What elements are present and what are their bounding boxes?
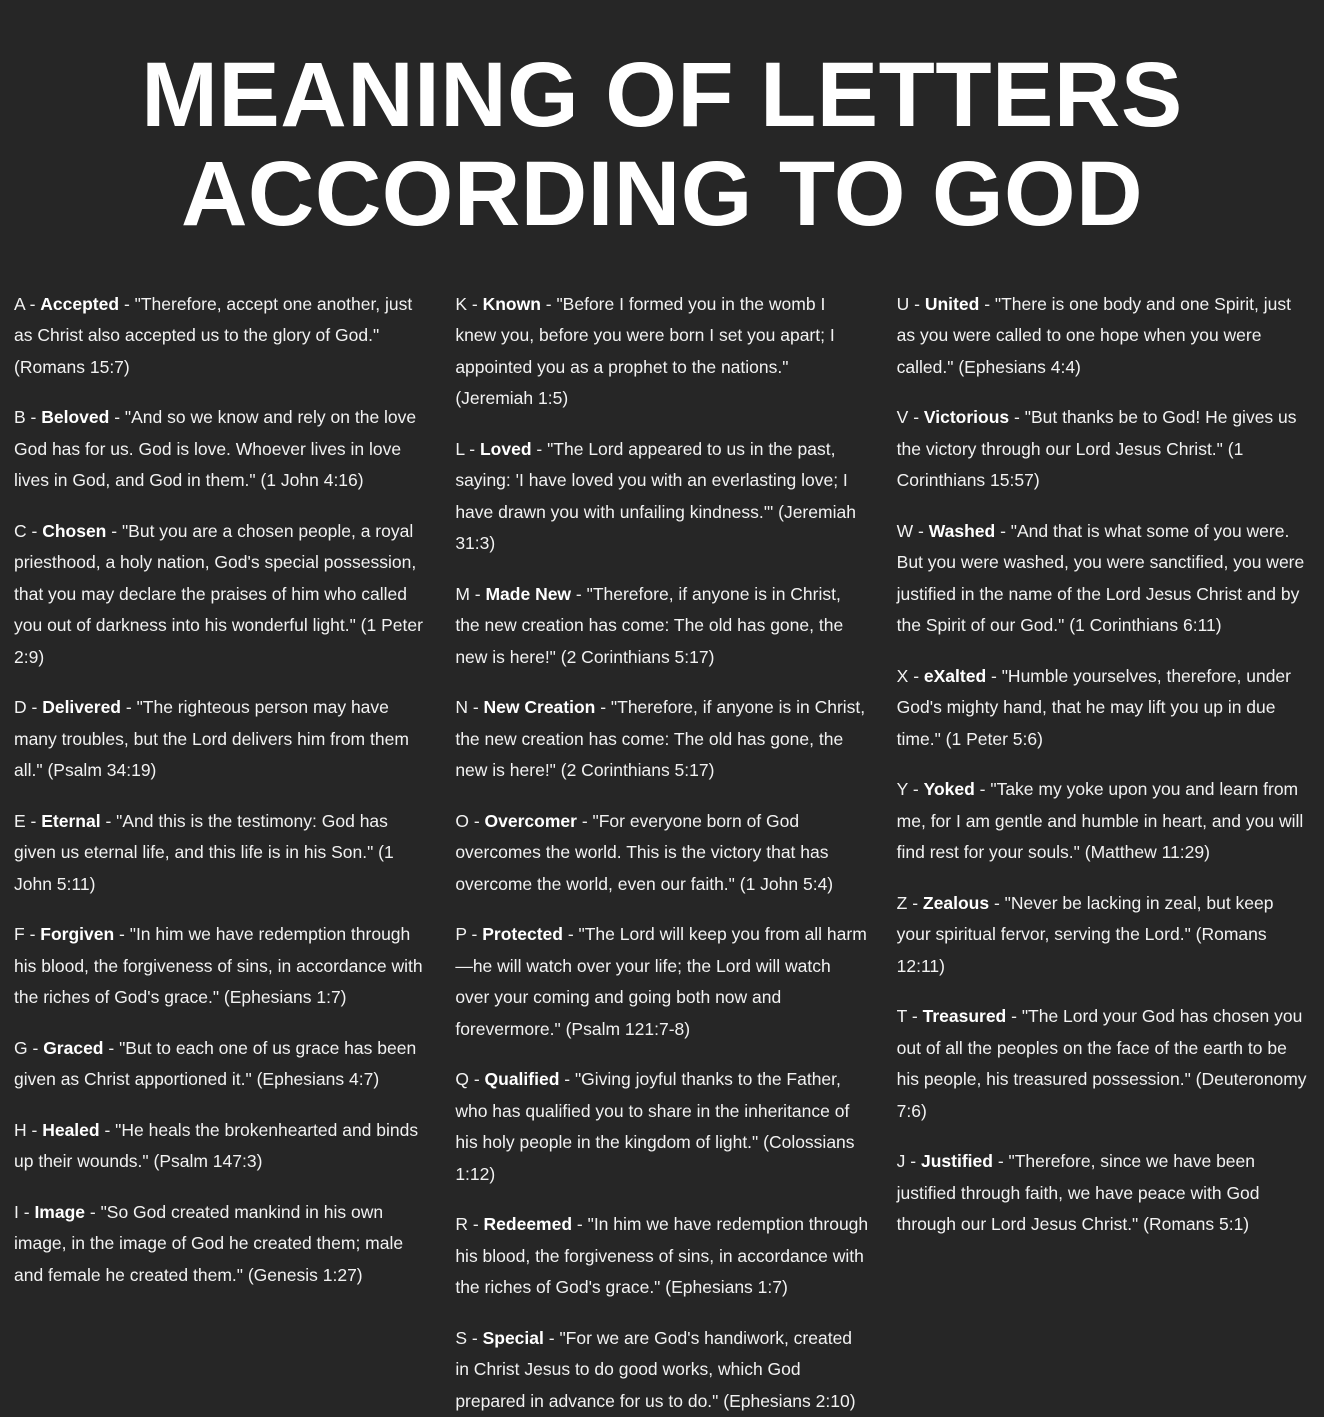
letter-entry: D - Delivered - "The righteous person may have many troubles, but the Lord delivers him from them all." (Psalm 34:19) <box>14 697 409 781</box>
letter-key: R <box>455 1214 468 1235</box>
letter-word: Forgiven <box>40 924 115 945</box>
letter-word: Protected <box>482 924 563 945</box>
letter-key: L <box>455 438 465 459</box>
letter-key: S <box>455 1327 468 1348</box>
letter-word: New Creation <box>483 697 596 718</box>
letter-entry: C - Chosen - "But you are a chosen people, a royal priesthood, a holy nation, God's special possession, that you may declare the praises of him who called you out of darkness into his wonderful light." (1 Peter 2:9) <box>14 520 423 667</box>
letter-entry: S - Special - "For we are God's handiwork, created in Christ Jesus to do good works, which God prepared in advance for us to do." (Ephesians 2:10) <box>455 1327 856 1411</box>
letter-column-3 <box>897 289 1310 1241</box>
letter-entry: A - Accepted - "Therefore, accept one another, just as Christ also accepted us to the glory of God." (Romans 15:7) <box>14 293 413 377</box>
letter-entry: P - Protected - "The Lord will keep you from all harm—he will watch over your life; the Lord will watch over your coming and going both now and forevermore." (Psalm 121:7-8) <box>455 924 867 1039</box>
letter-word: Beloved <box>41 407 110 428</box>
letter-verse: - "Therefore, if anyone is in Christ, the new creation has come: The old has gone, the new is here!" (2 Corinthians 5:17) <box>455 697 866 781</box>
letter-entry: E - Eternal - "And this is the testimony: God has given us eternal life, and this life is in his Son." (1 John 5:11) <box>14 810 394 894</box>
letter-verse: - "Therefore, if anyone is in Christ, the new creation has come: The old has gone, the new is here!" (2 Corinthians 5:17) <box>455 583 844 667</box>
letter-entry: W - Washed - "And that is what some of you were. But you were washed, you were sanctified, you were justified in the name of the Lord Jesus Christ and by the Spirit of our God." (1 Corinthians 6:11) <box>896 520 1305 636</box>
letter-word: Healed <box>42 1119 100 1140</box>
letter-entry: T - Treasured - "The Lord your God has chosen you out of all the peoples on the face of the earth to be his people, his treasured possession." (Deuteronomy 7:6) <box>896 1006 1307 1121</box>
letter-verse: - "For we are God's handiwork, created in Christ Jesus to do good works, which God prepared in advance for us to do." (Ephesians 2:10) <box>455 1327 856 1411</box>
letter-verse: - "For everyone born of God overcomes the world. This is the victory that has overcome the world, even our faith." (1 John 5:4) <box>455 810 834 894</box>
letter-entry: I - Image - "So God created mankind in his own image, in the image of God he created them; male and female he created them." (Genesis 1:27) <box>14 1201 404 1285</box>
letter-key: H <box>14 1119 27 1140</box>
letter-word: Made New <box>485 583 572 604</box>
letter-word: Washed <box>928 520 996 541</box>
letter-key: D <box>14 697 27 718</box>
letter-verse: - "But you are a chosen people, a royal priesthood, a holy nation, God's special possession, that you may declare the praises of him who called you out of darkness into his wonderful light." (1 Peter 2:9) <box>14 520 423 667</box>
letter-key: E <box>14 810 26 831</box>
letter-word: Special <box>482 1327 544 1348</box>
letter-key: F <box>14 924 25 945</box>
letter-verse: - "Take my yoke upon you and learn from me, for I am gentle and humble in heart, and you will find rest for your souls." (Matthew 11:29) <box>896 779 1304 863</box>
letter-key: X <box>896 665 909 686</box>
letter-verse: - "Before I formed you in the womb I knew you, before you were born I set you apart; I appointed you as a prophet to the nations." (Jeremiah 1:5) <box>455 293 835 409</box>
letter-key: C <box>14 520 27 541</box>
letter-entry: N - New Creation - "Therefore, if anyone is in Christ, the new creation has come: The old has gone, the new is here!" (2 Corinthians 5:17) <box>455 697 866 781</box>
letter-word: Overcomer <box>484 810 577 831</box>
letter-key: K <box>455 293 468 314</box>
letter-word: Accepted <box>40 293 120 314</box>
letter-verse: - "The Lord will keep you from all harm—he will watch over your life; the Lord will watch over your coming and going both now and forevermore." (Psalm 121:7-8) <box>455 924 867 1039</box>
letter-key: T <box>896 1006 908 1027</box>
letter-verse: - "So God created mankind in his own image, in the image of God he created them; male and female he created them." (Genesis 1:27) <box>14 1201 404 1285</box>
letter-word: Justified <box>920 1151 993 1172</box>
letter-verse: - "And so we know and rely on the love God has for us. God is love. Whoever lives in love lives in God, and God in them." (1 John 4:16) <box>14 407 417 491</box>
letter-verse: - "But thanks be to God! He gives us the victory through our Lord Jesus Christ." (1 Corinthians 15:57) <box>896 407 1297 491</box>
letter-entry: G - Graced - "But to each one of us grace has been given as Christ apportioned it." (Ephesians 4:7) <box>14 1037 417 1090</box>
letter-key: Q <box>455 1069 469 1090</box>
letter-entry: X - eXalted - "Humble yourselves, therefore, under God's mighty hand, that he may lift you up in due time." (1 Peter 5:6) <box>896 665 1291 749</box>
letter-word: Eternal <box>41 810 101 831</box>
letter-word: Known <box>482 293 541 314</box>
letter-key: J <box>896 1151 906 1172</box>
letter-key: W <box>896 520 914 541</box>
letter-key: P <box>455 924 467 945</box>
letter-word: Yoked <box>923 779 975 800</box>
letter-word: Redeemed <box>483 1214 573 1235</box>
letter-key: Y <box>896 779 909 800</box>
letter-entry: L - Loved - "The Lord appeared to us in the past, saying: 'I have loved you with an everlasting love; I have drawn you with unfailing kindness.'" (Jeremiah 31:3) <box>455 438 856 554</box>
letter-key: B <box>14 407 26 428</box>
letter-columns <box>14 289 1310 1417</box>
letter-key: I <box>14 1201 19 1222</box>
letter-key: O <box>455 810 469 831</box>
letter-verse: - "Therefore, accept one another, just as Christ also accepted us to the glory of God." (Romans 15:7) <box>14 293 413 377</box>
letter-verse: - "Humble yourselves, therefore, under God's mighty hand, that he may lift you up in due time." (1 Peter 5:6) <box>896 665 1291 749</box>
letter-word: Victorious <box>923 407 1010 428</box>
letter-verse: - "In him we have redemption through his blood, the forgiveness of sins, in accordance with the riches of God's grace." (Ephesians 1:7) <box>455 1214 869 1298</box>
letter-word: eXalted <box>923 665 987 686</box>
letter-verse: - "Therefore, since we have been justified through faith, we have peace with God through our Lord Jesus Christ." (Romans 5:1) <box>896 1151 1260 1235</box>
letter-key: N <box>455 697 468 718</box>
page-title <box>14 46 1310 245</box>
letter-verse: - "But to each one of us grace has been given as Christ apportioned it." (Ephesians 4:7) <box>14 1037 417 1090</box>
letter-entry: F - Forgiven - "In him we have redemption through his blood, the forgiveness of sins, in accordance with the riches of God's grace." (Ephesians 1:7) <box>14 924 423 1008</box>
letter-word: Treasured <box>922 1006 1007 1027</box>
letter-verse: - "In him we have redemption through his blood, the forgiveness of sins, in accordance with the riches of God's grace." (Ephesians 1:7) <box>14 924 423 1008</box>
letter-verse: - "The righteous person may have many troubles, but the Lord delivers him from them all." (Psalm 34:19) <box>14 697 409 781</box>
letter-word: Loved <box>479 438 532 459</box>
letter-key: A <box>14 293 25 314</box>
letter-word: Delivered <box>42 697 121 718</box>
letter-word: Image <box>34 1201 86 1222</box>
letter-entry: R - Redeemed - "In him we have redemption through his blood, the forgiveness of sins, in accordance with the riches of God's grace." (Ephesians 1:7) <box>455 1214 869 1298</box>
letter-word: Chosen <box>42 520 107 541</box>
letter-column-2 <box>455 289 868 1417</box>
letter-verse: - "Never be lacking in zeal, but keep your spiritual fervor, serving the Lord." (Romans 12:11) <box>896 892 1274 976</box>
letter-key: M <box>455 583 470 604</box>
letter-key: V <box>896 407 909 428</box>
letter-verse: - "He heals the brokenhearted and binds up their wounds." (Psalm 147:3) <box>14 1119 419 1172</box>
letter-verse: - "And that is what some of you were. But you were washed, you were sanctified, you were justified in the name of the Lord Jesus Christ and by the Spirit of our God." (1 Corinthians 6:11) <box>896 520 1305 636</box>
letter-verse: - "Giving joyful thanks to the Father, who has qualified you to share in the inheritance of his holy people in the kingdom of light." (Colossians 1:12) <box>455 1069 855 1184</box>
letter-entry: K - Known - "Before I formed you in the womb I knew you, before you were born I set you apart; I appointed you as a prophet to the nations." (Jeremiah 1:5) <box>455 293 835 409</box>
letter-entry: B - Beloved - "And so we know and rely on the love God has for us. God is love. Whoever lives in love lives in God, and God in them." (1 John 4:16) <box>14 407 417 491</box>
letter-entry: Y - Yoked - "Take my yoke upon you and learn from me, for I am gentle and humble in heart, and you will find rest for your souls." (Matthew 11:29) <box>896 779 1304 863</box>
letter-verse: - "There is one body and one Spirit, just as you were called to one hope when you were called." (Ephesians 4:4) <box>896 293 1291 377</box>
letter-entry: Z - Zealous - "Never be lacking in zeal, but keep your spiritual fervor, serving the Lord." (Romans 12:11) <box>896 892 1274 976</box>
letter-column-1 <box>14 289 427 1292</box>
letter-word: United <box>924 293 980 314</box>
letter-verse: - "The Lord appeared to us in the past, saying: 'I have loved you with an everlasting love; I have drawn you with unfailing kindness.'" (Jeremiah 31:3) <box>455 438 856 554</box>
letter-word: Qualified <box>484 1069 560 1090</box>
letter-entry: O - Overcomer - "For everyone born of God overcomes the world. This is the victory that has overcome the world, even our faith." (1 John 5:4) <box>455 810 834 894</box>
letter-entry: U - United - "There is one body and one Spirit, just as you were called to one hope when you were called." (Ephesians 4:4) <box>896 293 1291 377</box>
letter-key: Z <box>896 892 908 913</box>
letter-entry: Q - Qualified - "Giving joyful thanks to the Father, who has qualified you to share in the inheritance of his holy people in the kingdom of light." (Colossians 1:12) <box>455 1069 855 1184</box>
letter-word: Graced <box>43 1037 104 1058</box>
letter-key: G <box>14 1037 28 1058</box>
letter-entry: J - Justified - "Therefore, since we have been justified through faith, we have peace with God through our Lord Jesus Christ." (Romans 5:1) <box>896 1151 1260 1235</box>
letter-verse: - "And this is the testimony: God has given us eternal life, and this life is in his Son." (1 John 5:11) <box>14 810 394 894</box>
letter-word: Zealous <box>922 892 990 913</box>
page-title-line-2: ACCORDING TO GOD <box>180 143 1144 246</box>
letter-verse: - "The Lord your God has chosen you out of all the peoples on the face of the earth to be his people, his treasured possession." (Deuteronomy 7:6) <box>896 1006 1307 1121</box>
page-title-line-1: MEANING OF LETTERS <box>141 44 1183 146</box>
letter-entry: M - Made New - "Therefore, if anyone is in Christ, the new creation has come: The old has gone, the new is here!" (2 Corinthians 5:17) <box>455 583 844 667</box>
letter-entry: H - Healed - "He heals the brokenhearted and binds up their wounds." (Psalm 147:3) <box>14 1119 419 1172</box>
letter-entry: V - Victorious - "But thanks be to God! He gives us the victory through our Lord Jesus Christ." (1 Corinthians 15:57) <box>896 407 1297 491</box>
letter-key: U <box>896 293 910 314</box>
